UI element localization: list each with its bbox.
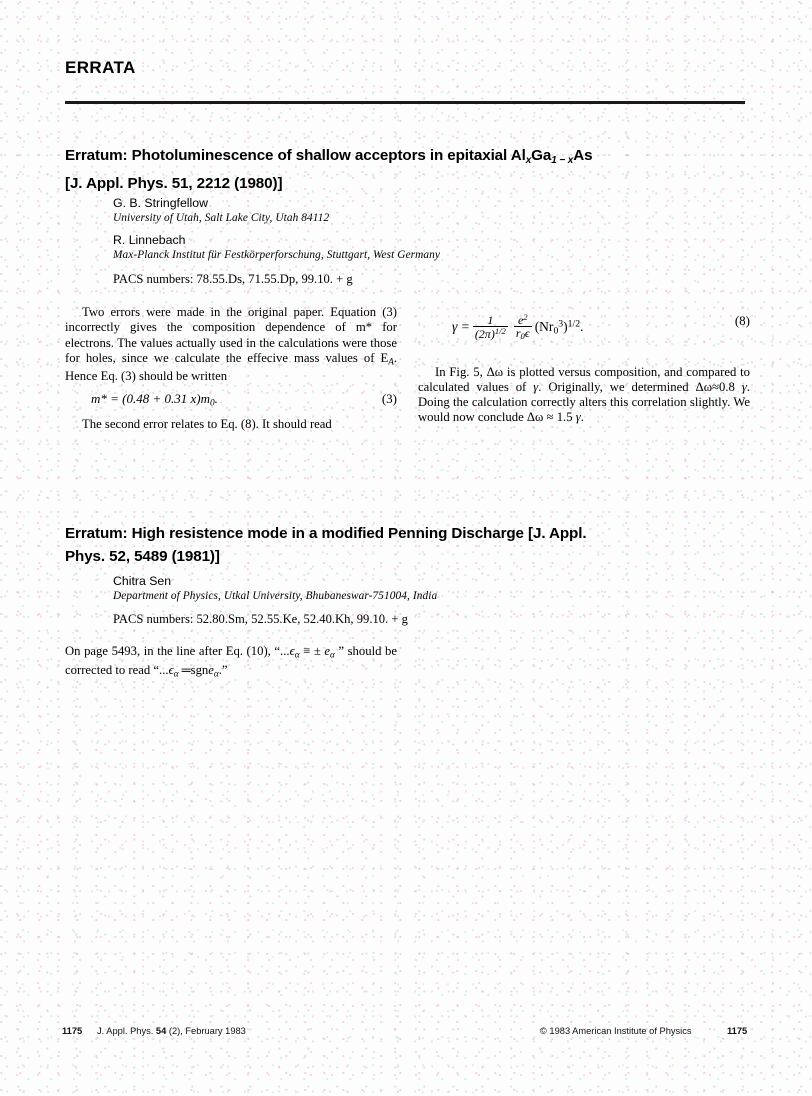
article-1-right-gamma-2: γ	[741, 379, 747, 394]
note-relation-2: ═sgn	[178, 662, 209, 677]
equation-3-period: .	[214, 390, 218, 406]
note-subscript-4: α	[213, 668, 219, 679]
article-1-right-gamma-1: γ	[533, 379, 539, 394]
footer-journal-post: (2), February 1983	[166, 1026, 246, 1036]
equation-8-tail-sup: 3	[558, 318, 564, 330]
footer-page-number-left: 1175	[62, 1026, 83, 1036]
note-end: .”	[218, 662, 228, 677]
article-1-right-column	[418, 305, 750, 426]
equation-8-fraction-2-denominator	[514, 326, 532, 342]
article-2-author-1-name: Chitra Sen	[113, 574, 172, 588]
equation-3-body	[91, 391, 218, 412]
equation-8-f2-num-base: e	[517, 312, 524, 327]
footer-page-number-right: 1175	[727, 1026, 748, 1036]
article-1-right-gamma-3: γ	[575, 410, 581, 425]
article-1-title-part-pre: Erratum: Photoluminescence of shallow acceptors in epitaxial Al	[65, 147, 526, 164]
article-1-title-citation: [J. Appl. Phys. 51, 2212 (1980)]	[65, 175, 283, 192]
equation-8-lhs: γ =	[452, 318, 470, 334]
equation-3	[65, 391, 397, 412]
article-1-title-part-mid: Ga	[531, 147, 552, 164]
equation-8-fraction-1-denominator	[473, 326, 508, 342]
equation-8-tail-exp: 1/2	[567, 318, 581, 330]
footer-journal-reference	[97, 1026, 246, 1036]
article-1-author-1-name: G. B. Stringfellow	[113, 196, 208, 210]
note-part-1: On page 5493, in the line after Eq. (10), “...	[65, 644, 290, 658]
article-1-title-sub-x: x	[525, 155, 532, 166]
equation-8-f1-den-exp: 1/2	[494, 326, 506, 337]
article-1-author-2-affiliation: Max-Planck Institut für Festkörperforschung, Stuttgart, West Germany	[113, 249, 441, 261]
page-title: ERRATA	[65, 58, 136, 77]
equation-8-f2-den-sub: 0	[520, 331, 525, 342]
footer-journal-volume: 54	[155, 1026, 167, 1036]
note-e-2: e	[208, 662, 214, 677]
article-1-title-part-post: As	[573, 147, 593, 164]
article-1-author-1-affiliation: University of Utah, Salt Lake City, Utah 84112	[113, 212, 330, 224]
note-subscript-1: α	[294, 649, 300, 660]
equation-8-f2-den-base: r	[515, 326, 521, 341]
article-1-right-paragraph-a: In Fig. 5, Δω is plotted versus composition, and compared to calculated values of	[418, 364, 750, 394]
article-1-pacs-numbers: PACS numbers: 78.55.Ds, 71.55.Dp, 99.10. + g	[113, 272, 353, 286]
equation-8-tail-sub: 0	[553, 325, 559, 337]
article-2-title	[65, 522, 751, 568]
equation-8-f2-num-exp: 2	[523, 312, 528, 322]
note-quote-close: ”	[334, 644, 345, 658]
article-1-right-paragraph-c: . Doing the calculation correctly alters this correlation slightly. We would now conclude Δω ≈ 1.5	[418, 379, 750, 425]
article-1-right-paragraph-d: .	[580, 410, 584, 425]
equation-8-f2-den-eps: ϵ	[524, 326, 530, 341]
note-part-2: should be corrected to read “...	[65, 644, 398, 677]
equation-3-number: (3)	[381, 390, 397, 406]
equation-8-fraction-1	[473, 314, 508, 342]
equation-8-fraction-1-numerator: 1	[487, 312, 494, 327]
footer-copyright: © 1983 American Institute of Physics	[540, 1026, 692, 1036]
article-1-left-column	[65, 305, 397, 433]
note-epsilon-1: ϵ	[289, 644, 295, 658]
equation-3-subscript: 0	[210, 398, 215, 409]
equation-8-fraction-2-numerator	[514, 313, 532, 326]
article-1-title-sub-1mx: 1 − x	[551, 155, 574, 166]
article-1-right-paragraph	[418, 365, 750, 426]
article-1-title	[65, 144, 751, 195]
note-subscript-2: α	[330, 649, 335, 660]
article-1-paragraph-2: The second error relates to Eq. (8). It should read	[82, 417, 332, 432]
article-2-author-1-affiliation: Department of Physics, Utkal University, Bhubaneswar-751004, India	[113, 590, 438, 602]
note-subscript-3: α	[173, 668, 179, 679]
note-e-1: e	[324, 644, 330, 658]
article-1-paragraph-1-subscript: A	[388, 356, 394, 367]
equation-8	[418, 313, 750, 343]
masthead-divider	[65, 101, 745, 104]
footer-journal-pre: J. Appl. Phys.	[97, 1026, 156, 1036]
note-relation-1: ≡ ±	[299, 644, 325, 658]
article-1-paragraph-1-text: Two errors were made in the original paper. Equation (3) incorrectly gives the composition dependence of m* for electrons. The values actually used in the calculations were those for holes, since we calculate the effecive mass values of E	[65, 305, 397, 365]
article-2-title-line-1: Erratum: High resistence mode in a modified Penning Discharge [J. Appl.	[65, 525, 587, 542]
equation-8-fraction-2	[514, 313, 532, 343]
article-1-paragraph-1	[65, 305, 397, 385]
equation-8-f1-den-base: (2π)	[474, 327, 495, 342]
article-1-paragraph-1-tail: . Hence Eq. (3) should be written	[65, 350, 397, 384]
article-1-right-paragraph-b: . Originally, we determined Δω≈0.8	[538, 379, 742, 394]
article-2-pacs-numbers: PACS numbers: 52.80.Sm, 52.55.Ke, 52.40.Kh, 99.10. + g	[113, 612, 408, 626]
equation-8-tail-close: )	[563, 318, 568, 334]
note-epsilon-2: ϵ	[168, 662, 174, 677]
equation-8-tail	[534, 318, 584, 337]
article-1-author-2-name: R. Linnebach	[113, 233, 186, 247]
equation-8-tail-open: (Nr	[534, 318, 554, 334]
article-2-title-line-2: Phys. 52, 5489 (1981)]	[65, 548, 220, 565]
article-2-correction-note	[65, 644, 397, 682]
equation-3-expression: m* = (0.48 + 0.31 x)m	[91, 390, 210, 406]
equation-8-tail-period: .	[580, 318, 584, 334]
equation-8-number: (8)	[734, 313, 750, 328]
